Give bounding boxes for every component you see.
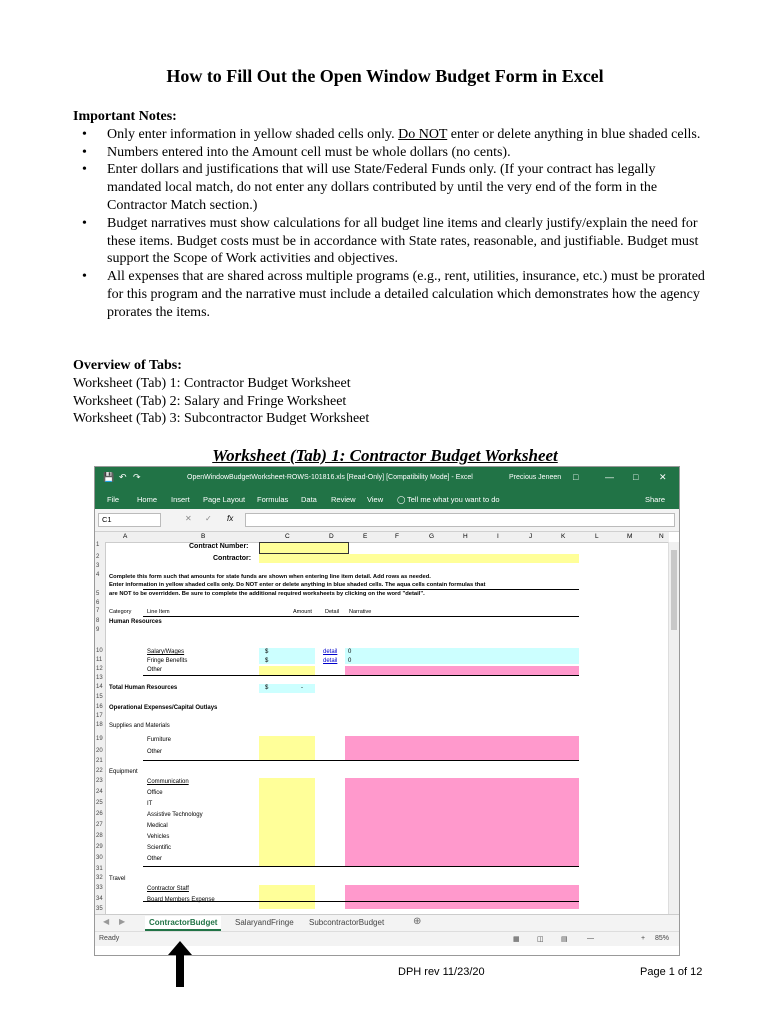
col-header[interactable]: G bbox=[429, 533, 435, 540]
col-header[interactable]: A bbox=[123, 533, 128, 540]
cancel-icon: ✕ bbox=[185, 514, 192, 523]
ribbon-tab-view[interactable]: View bbox=[367, 495, 384, 504]
window-title: OpenWindowBudgetWorksheet-ROWS-101816.xls [Read-Only] [Compatibility Mode] - Excel bbox=[187, 474, 473, 481]
line-item: Salary/Wages bbox=[147, 649, 185, 655]
col-header[interactable]: F bbox=[395, 533, 399, 540]
footer-page-number: Page 1 of 12 bbox=[640, 966, 703, 978]
col-header[interactable]: E bbox=[363, 533, 368, 540]
share-button[interactable]: Share bbox=[645, 495, 666, 504]
section-label: Operational Expenses/Capital Outlays bbox=[109, 705, 218, 711]
sheet-grid[interactable] bbox=[95, 532, 679, 914]
col-label: Amount bbox=[293, 609, 312, 615]
row-number: 21 bbox=[96, 758, 103, 764]
ribbon-tab-file[interactable]: File bbox=[107, 495, 120, 504]
close-icon[interactable]: ✕ bbox=[659, 472, 667, 482]
line-item: Other bbox=[147, 749, 163, 755]
line-item: Furniture bbox=[147, 737, 172, 743]
subsection-label: Supplies and Materials bbox=[109, 723, 170, 729]
overview-heading: Overview of Tabs: bbox=[73, 358, 182, 373]
row-number: 10 bbox=[96, 648, 103, 654]
row-number: 18 bbox=[96, 722, 103, 728]
instruction-line: are NOT to be overridden. Be sure to complete the additional required worksheets by clicking on the word "detail". bbox=[109, 591, 425, 597]
detail-link[interactable]: detail bbox=[323, 658, 338, 664]
row-number: 19 bbox=[96, 736, 103, 742]
line-item: Fringe Benefits bbox=[147, 658, 188, 664]
zoom-level: 85% bbox=[655, 935, 670, 942]
excel-title-bar bbox=[95, 467, 679, 489]
cell-label: Contractor: bbox=[213, 555, 252, 562]
line-item: Office bbox=[147, 790, 163, 796]
document-title: How to Fill Out the Open Window Budget Form in Excel bbox=[166, 66, 604, 86]
row-number: 17 bbox=[96, 713, 103, 719]
row-number: 33 bbox=[96, 885, 103, 891]
tab-subcontractor-budget[interactable]: SubcontractorBudget bbox=[309, 918, 385, 927]
subsection-label: Travel bbox=[109, 876, 126, 882]
row-number: 14 bbox=[96, 684, 103, 690]
contractor-cell[interactable] bbox=[259, 554, 579, 563]
col-header[interactable]: H bbox=[463, 533, 468, 540]
grid-line bbox=[143, 589, 579, 590]
row-number: 29 bbox=[96, 844, 103, 850]
save-icon[interactable]: 💾 bbox=[103, 472, 115, 482]
total-value: - bbox=[301, 685, 303, 691]
row-number: 5 bbox=[96, 591, 100, 597]
note-item: • Enter dollars and justifications that will use State/Federal Funds only. (If your contract has legally mandated local match, do not enter any dollars contributed by until the very end of the form in the Contractor Match section.) bbox=[107, 161, 713, 214]
col-header[interactable]: C bbox=[285, 533, 290, 540]
tab-scroll-right-icon[interactable]: ▶ bbox=[119, 917, 126, 926]
excel-screenshot bbox=[94, 466, 680, 956]
row-number: 35 bbox=[96, 906, 103, 912]
narrative-value: 0 bbox=[348, 658, 352, 664]
note-item: • Only enter information in yellow shaded cells only. Do NOT enter or delete anything in blue shaded cells. bbox=[107, 126, 713, 144]
row-number: 13 bbox=[96, 675, 103, 681]
note-item: • Budget narratives must show calculations for all budget line items and clearly justify/explain the need for these items. Budget costs must be in accordance with State rates, reasonable, and justifiable. Budget must support the Scope of Work activities and objectives. bbox=[107, 215, 713, 268]
notes-heading: Important Notes: bbox=[73, 109, 177, 124]
ribbon-tab-review[interactable]: Review bbox=[331, 495, 356, 504]
grid-line bbox=[143, 616, 579, 617]
amount-cells[interactable] bbox=[259, 778, 315, 866]
page-layout-icon[interactable]: ◫ bbox=[537, 936, 544, 943]
tabs-overview bbox=[73, 357, 713, 428]
row-number: 11 bbox=[96, 657, 103, 663]
row-number: 32 bbox=[96, 875, 103, 881]
col-header[interactable]: M bbox=[627, 533, 633, 540]
line-item: Vehicles bbox=[147, 834, 170, 840]
col-header[interactable]: J bbox=[529, 533, 533, 540]
sheet-cells bbox=[95, 542, 669, 914]
formula-input[interactable] bbox=[245, 513, 675, 527]
row-number: 15 bbox=[96, 694, 103, 700]
narrative-value: 0 bbox=[348, 649, 352, 655]
note-item: • All expenses that are shared across multiple programs (e.g., rent, utilities, insurance, etc.) must be prorated for this program and the narrative must include a detailed calculation which demonstrates how the agency prorates the items. bbox=[107, 268, 713, 321]
tab-scroll-left-icon[interactable]: ◀ bbox=[103, 917, 110, 926]
zoom-in-icon[interactable]: + bbox=[641, 935, 646, 942]
row-number: 30 bbox=[96, 855, 103, 861]
instruction-line: Enter information in yellow shaded cells only. Do NOT enter or delete anything in blue shaded cells. The aqua cells contain formulas that bbox=[109, 582, 486, 588]
ribbon-display-icon[interactable]: □ bbox=[573, 472, 579, 482]
overview-line: Worksheet (Tab) 3: Subcontractor Budget Worksheet bbox=[73, 411, 370, 427]
col-header[interactable]: N bbox=[659, 533, 664, 540]
detail-link[interactable]: detail bbox=[323, 649, 338, 655]
row-number: 24 bbox=[96, 789, 103, 795]
row-number: 9 bbox=[96, 627, 100, 633]
line-item: Other bbox=[147, 856, 163, 862]
minimize-icon[interactable]: — bbox=[605, 472, 614, 482]
narrative-cells[interactable] bbox=[345, 778, 579, 866]
col-label: Narrative bbox=[349, 609, 372, 615]
amount-cells[interactable] bbox=[259, 885, 315, 909]
line-item: Medical bbox=[147, 823, 168, 829]
row-number: 22 bbox=[96, 768, 103, 774]
scroll-thumb[interactable] bbox=[671, 550, 677, 630]
col-header[interactable]: B bbox=[201, 533, 206, 540]
row-number: 28 bbox=[96, 833, 103, 839]
row-number: 7 bbox=[96, 608, 100, 614]
col-label: Category bbox=[109, 609, 132, 615]
col-label: Line Item bbox=[147, 609, 170, 615]
line-item: Communication bbox=[147, 779, 189, 785]
amount-cell[interactable] bbox=[259, 666, 315, 675]
redo-icon[interactable]: ↷ bbox=[133, 472, 141, 482]
line-item: IT bbox=[147, 801, 153, 807]
row-number: 2 bbox=[96, 554, 100, 560]
grid-line bbox=[143, 675, 579, 676]
dollar-sign: $ bbox=[265, 658, 269, 664]
row-number: 26 bbox=[96, 811, 103, 817]
vertical-scrollbar[interactable] bbox=[668, 542, 679, 914]
row-number: 20 bbox=[96, 748, 103, 754]
ribbon-tab-data[interactable]: Data bbox=[301, 495, 317, 504]
ribbon-tabs bbox=[95, 489, 679, 509]
row-number: 25 bbox=[96, 800, 103, 806]
lightbulb-icon: ◯ bbox=[397, 495, 406, 504]
total-label: Total Human Resources bbox=[109, 685, 178, 691]
grid-line bbox=[143, 866, 579, 867]
cell-label: Contract Number: bbox=[189, 543, 249, 550]
maximize-icon[interactable]: □ bbox=[633, 472, 639, 482]
ribbon-tab-home[interactable]: Home bbox=[137, 495, 158, 504]
row-number: 1 bbox=[96, 542, 100, 548]
undo-icon[interactable]: ↶ bbox=[119, 472, 127, 482]
col-header[interactable]: K bbox=[561, 533, 566, 540]
line-item: Assistive Technology bbox=[147, 812, 203, 818]
row-number: 34 bbox=[96, 896, 103, 902]
overview-line: Worksheet (Tab) 1: Contractor Budget Worksheet bbox=[73, 375, 351, 391]
section-label: Human Resources bbox=[109, 619, 162, 625]
row-number: 16 bbox=[96, 704, 103, 710]
col-label: Detail bbox=[325, 609, 340, 615]
col-header[interactable]: L bbox=[595, 533, 599, 540]
col-header[interactable]: D bbox=[329, 533, 334, 540]
user-name: Precious Jeneen bbox=[509, 474, 562, 481]
page-break-icon[interactable]: ▤ bbox=[561, 936, 568, 943]
ribbon-tab-insert[interactable]: Insert bbox=[171, 495, 190, 504]
overview-line: Worksheet (Tab) 2: Salary and Fringe Worksheet bbox=[73, 393, 347, 409]
enter-icon: ✓ bbox=[205, 514, 212, 523]
narrative-cells[interactable] bbox=[345, 736, 579, 760]
instruction-line: Complete this form such that amounts for state funds are shown when entering line item detail. Add rows as needed. bbox=[109, 574, 431, 580]
row-number: 8 bbox=[96, 618, 100, 624]
line-item: Contractor Staff bbox=[147, 886, 189, 892]
add-sheet-icon[interactable]: ⊕ bbox=[413, 916, 422, 927]
subsection-label: Equipment bbox=[109, 769, 138, 775]
row-number: 6 bbox=[96, 600, 100, 606]
normal-view-icon[interactable]: ▦ bbox=[513, 936, 520, 943]
worksheet-subheading: Worksheet (Tab) 1: Contractor Budget Worksheet bbox=[212, 446, 558, 465]
row-number: 12 bbox=[96, 666, 103, 672]
ribbon-tab-page-layout[interactable]: Page Layout bbox=[203, 495, 246, 504]
narrative-cells[interactable] bbox=[345, 885, 579, 909]
dollar-sign: $ bbox=[265, 649, 269, 655]
grid-line bbox=[143, 760, 579, 761]
row-number: 31 bbox=[96, 866, 103, 872]
footer-revision: DPH rev 11/23/20 bbox=[398, 966, 485, 978]
line-item: Scientific bbox=[147, 845, 172, 851]
sheet-tab-bar bbox=[95, 914, 679, 931]
formula-bar bbox=[95, 509, 679, 532]
amount-cells[interactable] bbox=[259, 736, 315, 760]
col-header[interactable]: I bbox=[497, 533, 499, 540]
fx-icon[interactable]: fx bbox=[227, 514, 234, 523]
row-number: 27 bbox=[96, 822, 103, 828]
name-box[interactable]: C1 bbox=[98, 513, 161, 527]
zoom-out-icon[interactable]: — bbox=[587, 935, 594, 942]
line-item: Other bbox=[147, 667, 163, 673]
narrative-hr-cells bbox=[345, 648, 579, 664]
notes-list bbox=[73, 126, 713, 322]
arrow-up-icon bbox=[168, 941, 192, 987]
contract-number-cell[interactable] bbox=[259, 542, 349, 554]
note-item: • Numbers entered into the Amount cell must be whole dollars (no cents). bbox=[107, 144, 713, 162]
important-notes bbox=[73, 108, 713, 322]
ribbon-tab-formulas[interactable]: Formulas bbox=[257, 495, 289, 504]
tell-me-box[interactable]: Tell me what you want to do bbox=[407, 495, 500, 504]
status-text: Ready bbox=[99, 935, 120, 942]
row-number: 23 bbox=[96, 778, 103, 784]
dollar-sign: $ bbox=[265, 685, 269, 691]
line-item: Board Members Expense bbox=[147, 897, 215, 903]
tab-salary-fringe[interactable]: SalaryandFringe bbox=[235, 918, 294, 927]
row-number: 4 bbox=[96, 572, 100, 578]
row-number: 3 bbox=[96, 563, 100, 569]
narrative-cell[interactable] bbox=[345, 666, 579, 675]
tab-contractor-budget[interactable]: ContractorBudget bbox=[145, 916, 221, 931]
